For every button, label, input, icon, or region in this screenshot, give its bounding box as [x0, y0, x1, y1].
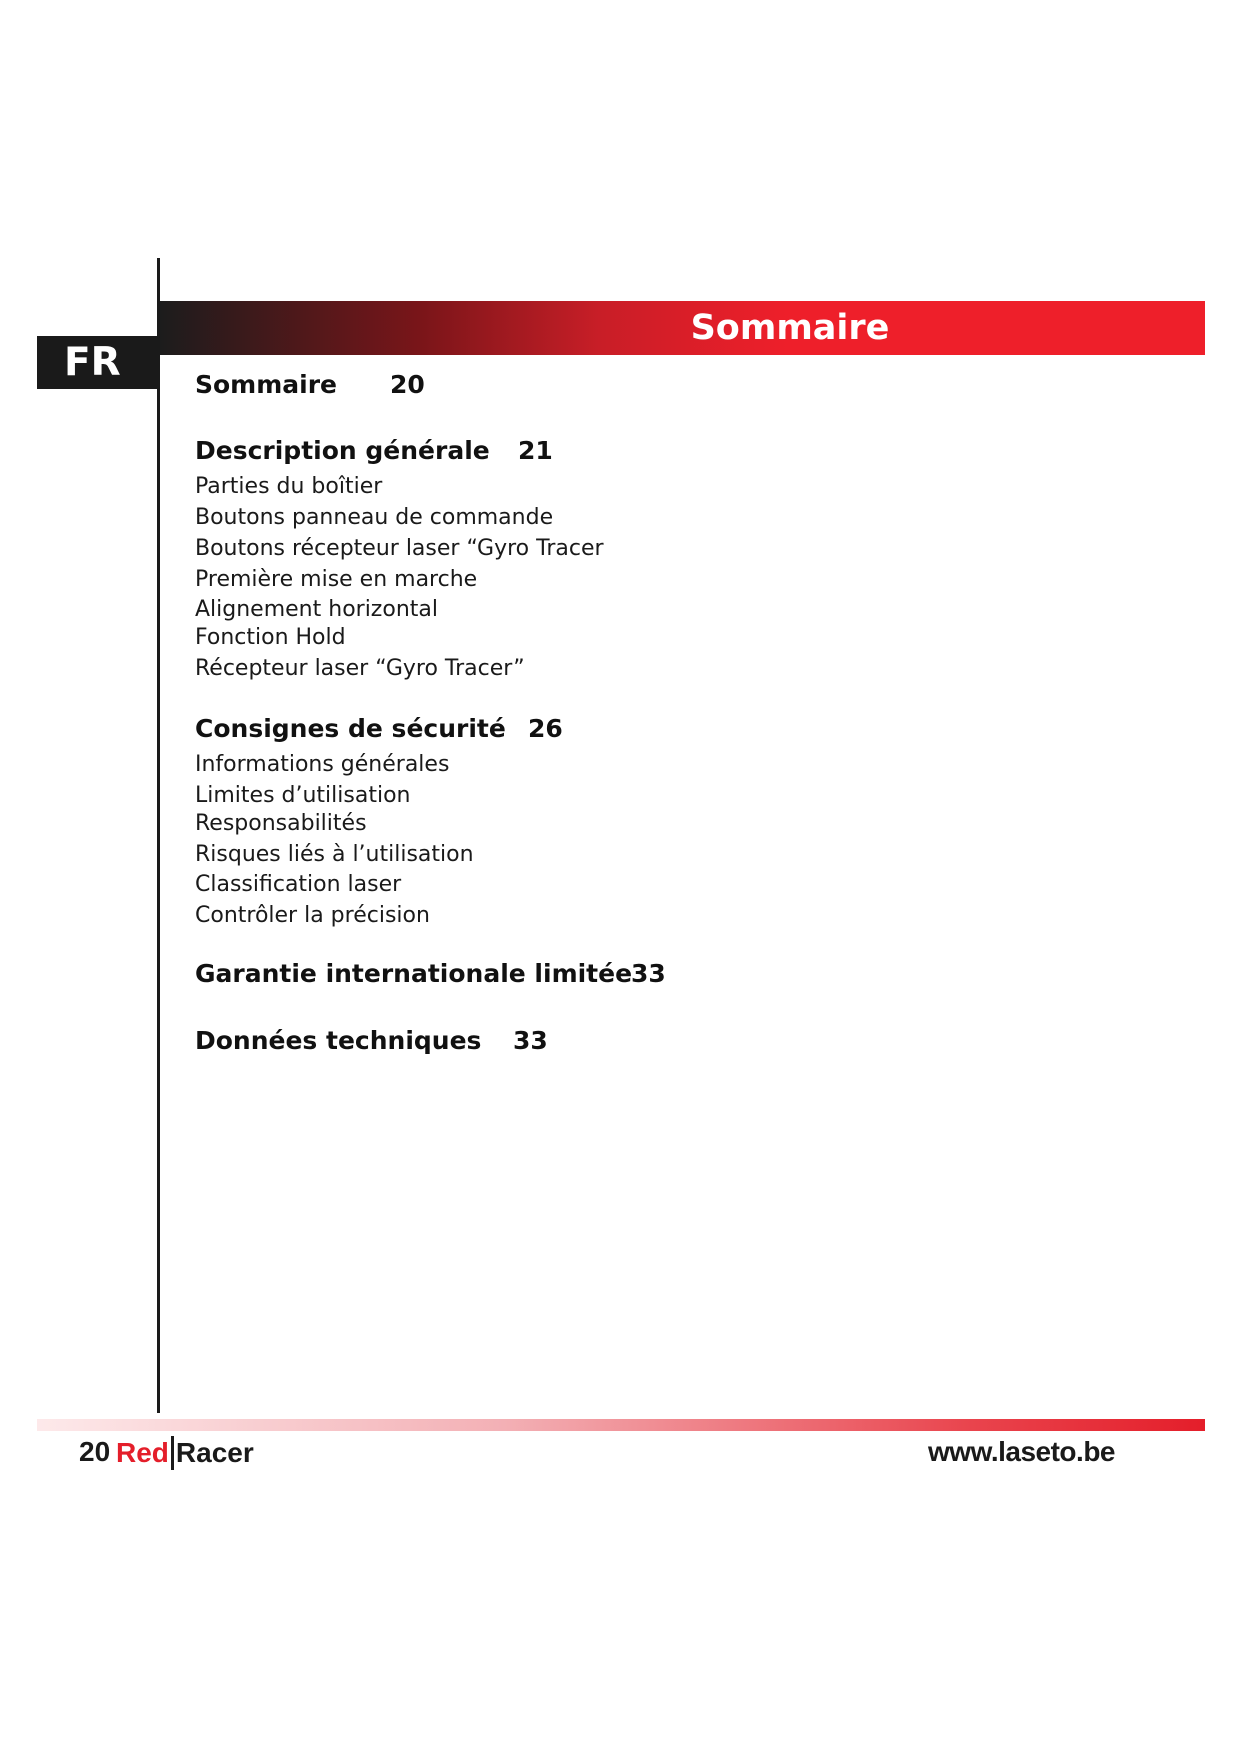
toc-item[interactable]: Boutons panneau de commande: [195, 505, 554, 530]
toc-item[interactable]: Informations générales: [195, 752, 450, 777]
toc-heading[interactable]: Sommaire: [195, 370, 338, 399]
toc-item[interactable]: Classification laser: [195, 872, 402, 897]
toc-item[interactable]: Boutons récepteur laser “Gyro Tracer: [195, 536, 604, 561]
toc-item[interactable]: Contrôler la précision: [195, 903, 430, 928]
brand-logo: [116, 1436, 254, 1470]
toc-item[interactable]: Parties du boîtier: [195, 474, 383, 499]
toc-heading[interactable]: Consignes de sécurité: [195, 714, 506, 743]
vertical-rule: [157, 258, 160, 1413]
brand-separator: [171, 1436, 174, 1470]
toc-heading[interactable]: Données techniques: [195, 1026, 482, 1055]
language-tab: FR: [37, 336, 158, 389]
toc-heading[interactable]: Description générale: [195, 436, 490, 465]
footer-page-number: 20: [79, 1436, 111, 1467]
toc-item[interactable]: Limites d’utilisation: [195, 783, 411, 808]
toc-page-number: 33: [631, 959, 666, 988]
toc-item[interactable]: Première mise en marche: [195, 567, 478, 592]
toc-item[interactable]: Récepteur laser “Gyro Tracer”: [195, 656, 525, 681]
toc-page-number: 21: [518, 436, 553, 465]
toc-item[interactable]: Alignement horizontal: [195, 597, 438, 622]
toc-page-number: 20: [390, 370, 425, 399]
footer-gradient-bar: [37, 1419, 1205, 1431]
toc-item[interactable]: Responsabilités: [195, 811, 367, 836]
page-title: Sommaire: [690, 308, 890, 348]
website-link[interactable]: www.laseto.be: [928, 1436, 1115, 1467]
toc-item[interactable]: Risques liés à l’utilisation: [195, 842, 474, 867]
brand-red-text: Red: [116, 1437, 169, 1468]
toc-item[interactable]: Fonction Hold: [195, 625, 346, 650]
toc-page-number: 26: [528, 714, 563, 743]
toc-page-number: 33: [513, 1026, 548, 1055]
brand-dark-text: Racer: [175, 1437, 254, 1468]
title-banner: [160, 301, 1205, 355]
toc-heading[interactable]: Garantie internationale limitée: [195, 959, 633, 988]
